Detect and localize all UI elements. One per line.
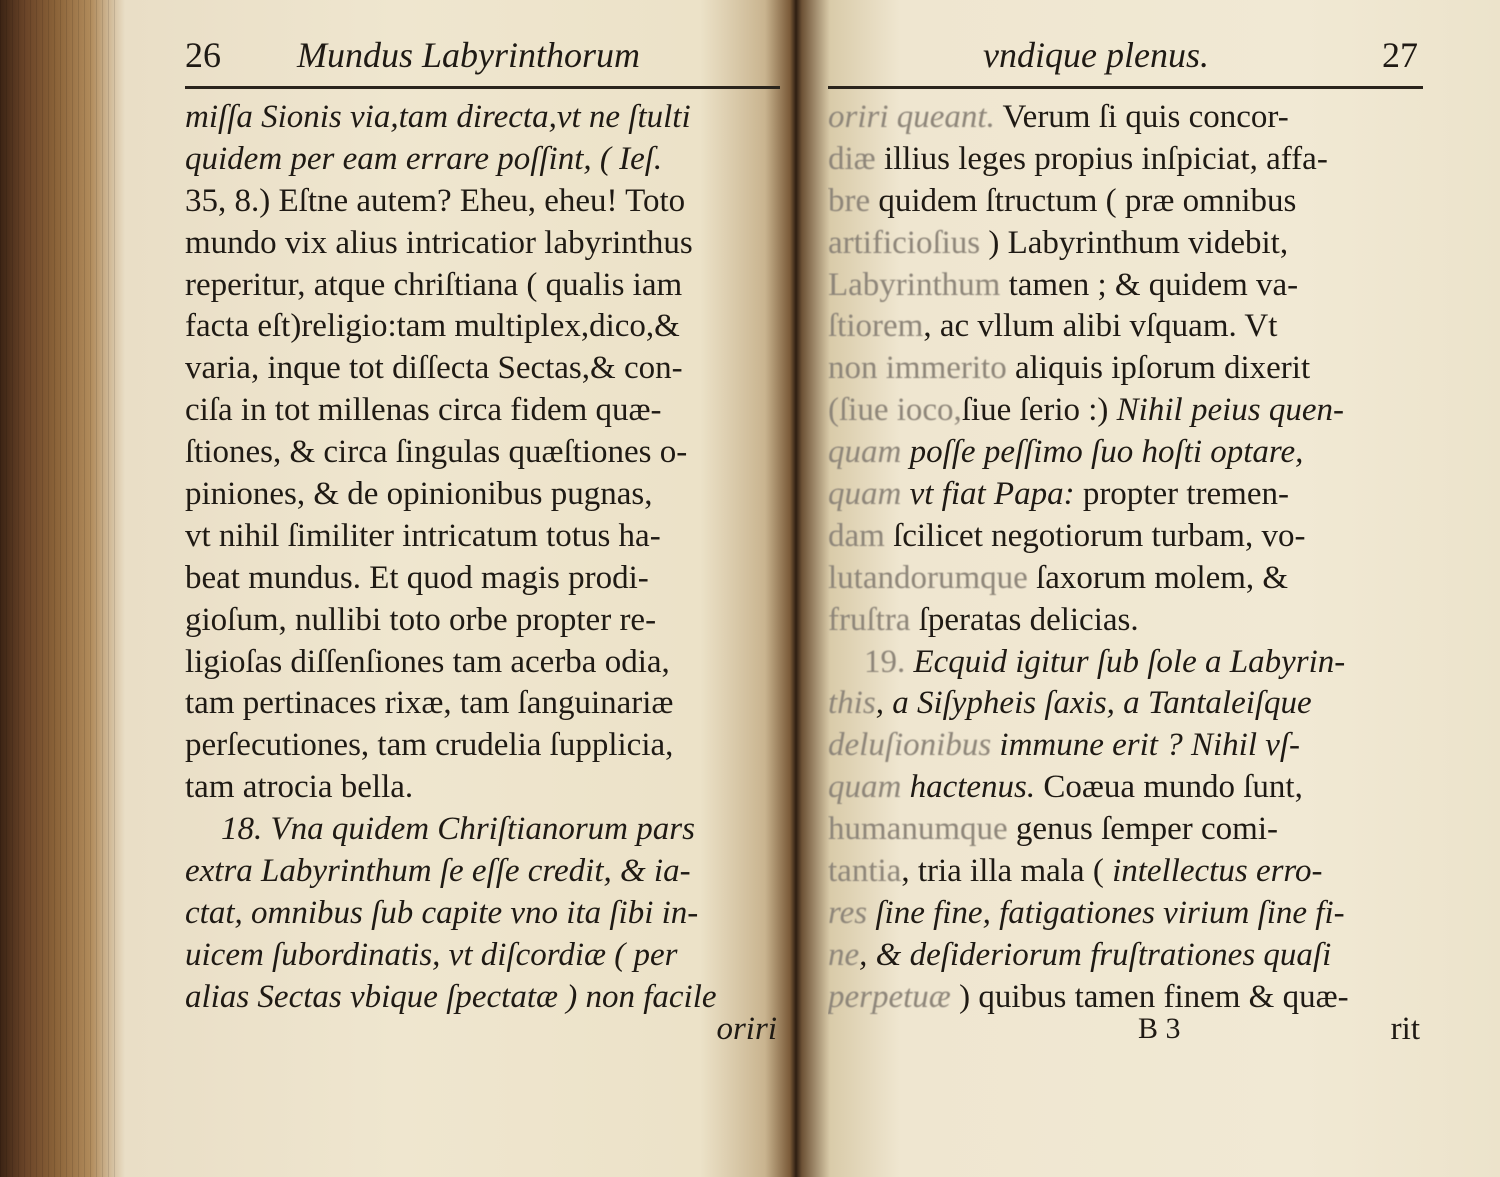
- right-footer: [828, 1008, 1428, 1050]
- line-text: ſine fine, fatigationes virium ſine fi-: [867, 894, 1345, 931]
- text-line: [828, 181, 1428, 223]
- line-text: ſperatas delicias.: [910, 601, 1139, 638]
- line-text: tamen ; & quidem va-: [1000, 266, 1299, 303]
- signature-mark: B 3: [1138, 1012, 1181, 1045]
- faded-text: dam: [828, 517, 885, 554]
- line-text: hactenus. Coæua mundo ſunt,: [909, 769, 1303, 806]
- text-line: [828, 139, 1428, 181]
- text-line: [828, 725, 1428, 767]
- line-text: illius leges propius inſpiciat, affa-: [875, 140, 1328, 177]
- text-line: [828, 516, 1428, 558]
- text-line: quidem per eam errare poſſint, ( Ieſ.: [185, 140, 663, 177]
- right-catchword: rit: [1390, 1011, 1420, 1047]
- line-text: ) quibus tamen finem & quæ-: [950, 978, 1349, 1015]
- faded-text: ne: [828, 936, 860, 973]
- faded-text: perpetuæ: [828, 978, 951, 1015]
- text-line: [828, 432, 1428, 474]
- left-head-rule: [185, 86, 780, 89]
- text-line: mundo vix alius intricatior labyrinthus: [185, 224, 693, 261]
- faded-text: 19.: [864, 643, 906, 680]
- text-line: gioſum, nullibi toto orbe propter re-: [185, 601, 657, 638]
- text-line: ctat, omnibus ſub capite vno ita ſibi in-: [185, 894, 699, 931]
- text-line: [828, 223, 1428, 265]
- text-line: [828, 474, 1428, 516]
- left-body-text: [185, 97, 785, 1019]
- faded-text: ſtiorem: [828, 308, 924, 345]
- line-text: genus ſemper comi-: [1007, 811, 1278, 848]
- line-text: Ecquid igitur ſub ſole a Labyrin-: [905, 643, 1346, 680]
- text-line: ligioſas diſſenſiones tam acerba odia,: [185, 643, 670, 680]
- faded-text: deluſionibus: [828, 727, 992, 764]
- line-text: quidem ſtructum ( præ omnibus: [870, 182, 1297, 219]
- faded-text: quam: [828, 434, 902, 471]
- text-line: miſſa Sionis via,tam directa,vt ne ſtulti: [185, 99, 691, 135]
- text-line: [828, 935, 1428, 977]
- text-line: ſtiones, & circa ſingulas quæſtiones o-: [185, 434, 688, 471]
- right-page: [828, 0, 1428, 1177]
- right-page-number: 27: [1382, 35, 1418, 75]
- text-line: [828, 265, 1428, 307]
- line-text: ſcilicet negotiorum turbam, vo-: [884, 517, 1306, 554]
- faded-text: quam: [828, 769, 902, 806]
- text-line: [828, 851, 1428, 893]
- faded-text: oriri queant.: [828, 99, 995, 135]
- text-line: [828, 600, 1428, 642]
- text-line: [828, 767, 1428, 809]
- text-line: extra Labyrinthum ſe eſſe credit, & ia-: [185, 853, 691, 890]
- left-page: [185, 0, 785, 1177]
- text-line: facta eſt)religio:tam multiplex,dico,&: [185, 308, 680, 345]
- text-line: [828, 348, 1428, 390]
- line-text: poſſe peſſimo ſuo hoſti optare,: [901, 434, 1304, 471]
- line-text: vt fiat Papa: propter tremen-: [909, 476, 1289, 513]
- line-text: ſaxorum molem, &: [1027, 559, 1289, 596]
- line-text: ) Labyrinthum videbit,: [980, 224, 1289, 261]
- text-line: [828, 809, 1428, 851]
- faded-text: (ſiue ioco,: [828, 392, 962, 429]
- right-body-text: [828, 97, 1428, 1019]
- text-line: 18. Vna quidem Chriſtianorum pars: [221, 811, 695, 848]
- left-catchword: oriri: [716, 1011, 777, 1047]
- faded-text: diæ: [828, 140, 876, 177]
- text-line: reperitur, atque chriſtiana ( qualis iam: [185, 266, 683, 303]
- text-line: perſecutiones, tam crudelia ſupplicia,: [185, 727, 674, 764]
- faded-text: res: [828, 894, 868, 931]
- left-running-title: Mundus Labyrinthorum: [297, 35, 641, 75]
- text-line: 35, 8.) Eſtne autem? Eheu, eheu! Toto: [185, 182, 686, 219]
- right-running-head: [828, 30, 1428, 80]
- left-running-head: [185, 30, 785, 80]
- line-text: Verum ſi quis concor-: [994, 99, 1289, 135]
- text-line: uicem ſubordinatis, vt diſcordiæ ( per: [185, 936, 678, 973]
- faded-text: artificioſius: [828, 224, 981, 261]
- line-text: , ac vllum alibi vſquam. Vt: [923, 308, 1278, 345]
- line-text: ſiue ſerio :) Nihil peius quen-: [961, 392, 1344, 429]
- line-text: , a Siſypheis ſaxis, a Tantaleiſque: [875, 685, 1312, 722]
- text-line: [828, 97, 1428, 139]
- faded-text: non immerito: [828, 350, 1007, 387]
- faded-text: Labyrinthum: [828, 266, 1001, 303]
- text-line: ciſa in tot millenas circa fidem quæ-: [185, 392, 662, 429]
- text-line: [828, 558, 1428, 600]
- faded-text: fruſtra: [828, 601, 911, 638]
- faded-text: lutandorumque: [828, 559, 1028, 596]
- faded-text: bre: [828, 182, 871, 219]
- text-line: [828, 683, 1428, 725]
- text-line: [828, 390, 1428, 432]
- faded-text: tantia: [828, 853, 902, 890]
- right-head-rule: [828, 86, 1423, 89]
- line-text: aliquis ipſorum dixerit: [1006, 350, 1311, 387]
- line-text: , tria illa mala ( intellectus erro-: [901, 853, 1323, 890]
- text-line: [828, 306, 1428, 348]
- left-footer: [185, 1008, 785, 1050]
- text-line: [828, 893, 1428, 935]
- line-text: , & deſideriorum fruſtrationes quaſi: [859, 936, 1332, 973]
- text-line: varia, inque tot diſſecta Sectas,& con-: [185, 350, 683, 387]
- text-line: alias Sectas vbique ſpectatæ ) non facile: [185, 978, 717, 1015]
- text-line: vt nihil ſimiliter intricatum totus ha-: [185, 517, 661, 554]
- faded-text: this: [828, 685, 876, 722]
- line-text: immune erit ? Nihil vſ-: [991, 727, 1301, 764]
- page-edges: [0, 0, 120, 1177]
- text-line: beat mundus. Et quod magis prodi-: [185, 559, 649, 596]
- text-line: tam pertinaces rixæ, tam ſanguinariæ: [185, 685, 674, 722]
- text-line: tam atrocia bella.: [185, 769, 414, 806]
- right-running-title: vndique plenus.: [983, 35, 1209, 75]
- faded-text: quam: [828, 476, 902, 513]
- left-page-number: 26: [185, 35, 221, 75]
- faded-text: humanumque: [828, 811, 1008, 848]
- text-line: [828, 642, 1428, 684]
- text-line: piniones, & de opinionibus pugnas,: [185, 476, 653, 513]
